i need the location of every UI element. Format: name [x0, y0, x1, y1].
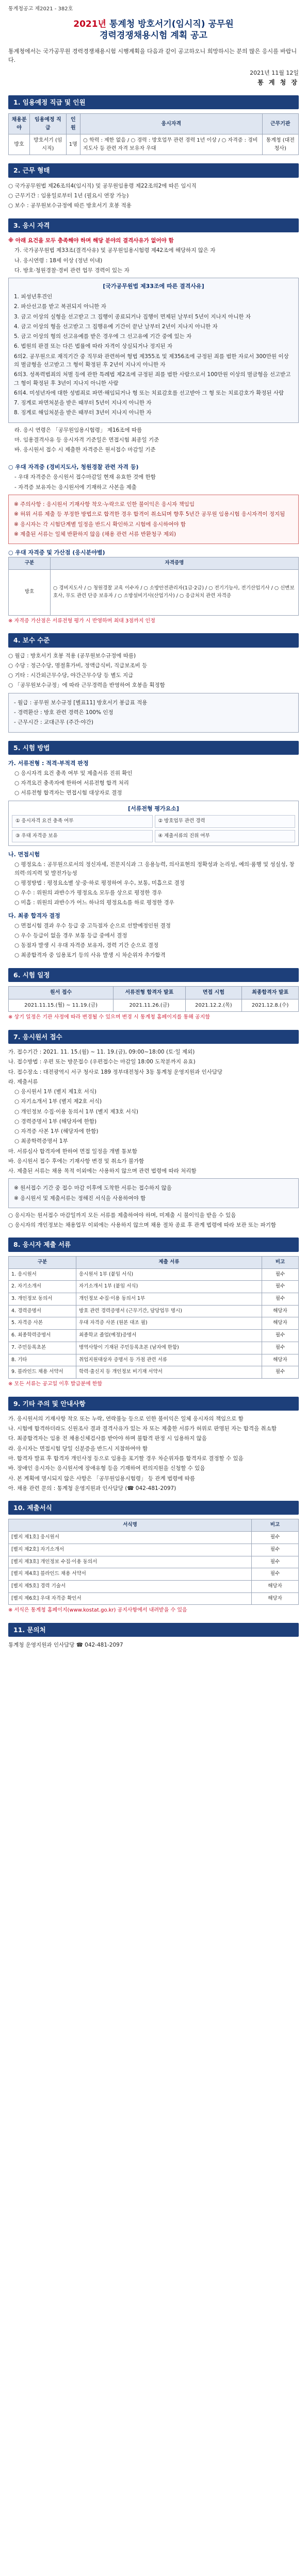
line: 1. 피성년후견인: [14, 294, 53, 300]
cert-table-title: ○ 우대 자격증 및 가산점 (응시분야별): [8, 549, 105, 556]
th: 최종합격자 발표: [242, 987, 299, 999]
line: ※ 주의사항 : 응시원서 기재사항 착오·누락으로 인한 불이익은 응시자 책임임: [14, 501, 195, 507]
section-11-title: 11. 문의처: [8, 1623, 299, 1637]
line: ※ 응시자는 각 시험단계별 일정을 반드시 확인하고 시험에 응시하여야 함: [14, 521, 186, 528]
line: 라. 응시자는 면접시험 당일 신분증을 반드시 지참하여야 함: [8, 1445, 148, 1452]
cell: 2021.12.8.(수): [242, 999, 299, 1012]
line: ○ 보수 : 공무원보수규정에 따른 방호서기 호봉 적용: [8, 202, 132, 209]
recruit-table: [8, 113, 299, 155]
cell: [별지 제2호] 자기소개서: [9, 1544, 252, 1556]
line: 5. 금고 이상의 형의 선고유예를 받은 경우에 그 선고유예 기간 중에 있는 자: [14, 333, 192, 340]
box-title: [국가공무원법 제33조에 따른 결격사유]: [103, 283, 204, 290]
line: 마. 임용결격사유 등 응시자격 기준일은 면접시험 최종일 기준: [14, 436, 159, 443]
th: 구분: [9, 557, 51, 570]
th: 자격증명: [51, 557, 299, 570]
cell: 8. 기타: [9, 1354, 76, 1366]
cell: [별지 제3호] 개인정보 수집·이용 동의서: [9, 1556, 252, 1568]
announce-org: 통 계 청 장: [257, 78, 299, 86]
line: 6의4. 미성년자에 대한 성범죄로 파면·해임되거나 형 또는 치료감호를 선고받아 그 형 또는 치료감호가 확정된 사람: [14, 389, 284, 396]
section-3-title: 3. 응시 자격: [8, 218, 299, 232]
line: 6. 법원의 판결 또는 다른 법률에 따라 자격이 상실되거나 정지된 자: [14, 343, 173, 350]
disqualification-box: [8, 278, 299, 423]
criteria-item: ① 응시자격 요건 충족 여부: [12, 815, 153, 828]
line: ※ 응시원서 및 제출서류는 정해진 서식을 사용하여야 함: [14, 1195, 146, 1201]
line: 2. 파산선고를 받고 복권되지 아니한 자: [14, 303, 106, 310]
th: 제출 서류: [76, 1256, 262, 1268]
line: ○ 수당 : 정근수당, 명절휴가비, 정액급식비, 직급보조비 등: [8, 662, 148, 669]
th: 비고: [252, 1519, 299, 1532]
forms-table: [8, 1519, 299, 1605]
cell: 4. 경력증명서: [9, 1305, 76, 1317]
line: ○ 월급 : 방호서기 호봉 적용 (공무원보수규정에 따름): [8, 652, 136, 659]
criteria-item: ② 방호업무 관련 경력: [155, 815, 296, 828]
line: 다. 방호·청원경찰·경비 관련 업무 경력이 있는 자: [14, 267, 130, 274]
box-title: [서류전형 평가요소]: [128, 805, 179, 812]
intro-text: 통계청에서는 국가공무원 경력경쟁채용시험 시행계획을 다음과 같이 공고하오니 희망하시는 분의 많은 응시를 바랍니다.: [8, 48, 297, 64]
cell: 해당자: [262, 1305, 299, 1317]
section-7-title: 7. 응시원서 접수: [8, 1030, 299, 1044]
title-line1: 통계청 방호서기(임시직) 공무원: [106, 19, 234, 29]
line: ○ 응시원서 1부 (별지 제1호 서식): [14, 1089, 96, 1095]
cell: ○ 학력 : 제한 없음 / ○ 경력 : 방호업무 관련 경력 1년 이상 / ○ 자격증 : 경비지도사 등 관련 자격 보유자 우대: [80, 134, 262, 155]
cell: 필수: [262, 1293, 299, 1306]
cell: 1명: [66, 134, 80, 155]
sub-title: 나. 면접시험: [8, 851, 40, 858]
line: ○ 평정요소 : 공무원으로서의 정신자세, 전문지식과 그 응용능력, 의사표현의 정확성과 논리성, 예의·품행 및 성실성, 창의력·의지력 및 발전가능성: [14, 861, 295, 876]
cell: 필수: [262, 1366, 299, 1379]
sub-title: 가. 서류전형 : 적격·부적격 판정: [8, 759, 89, 767]
announce-date: 2021년 11월 12일: [250, 70, 299, 77]
cert-table: [8, 557, 299, 616]
table-row: [9, 1556, 299, 1568]
cell: 1. 응시원서: [9, 1268, 76, 1281]
cell: ○ 경비지도사 / ○ 청원경찰 교육 이수자 / ○ 소방안전관리자(1급·2급) / ○ 전기기능사, 전기산업기사 / ○ 신변보호사, 무도 관련 단증 보유자 / ○ 소방설비기사(산업기사) / ○ 응급처치 관련 자격증: [51, 569, 299, 615]
th: 응시자격: [80, 114, 262, 134]
line: 가. 접수기간 : 2021. 11. 15.(월) ~ 11. 19.(금), 09:00~18:00 (토·일 제외): [8, 1048, 195, 1055]
cell: 방호: [9, 134, 30, 155]
line: 바. 장애인 응시자는 응시원서에 장애유형 등을 기재하여 편의지원을 신청할 수 있음: [8, 1465, 205, 1472]
table-row: [9, 1330, 299, 1342]
line: - 우대 자격증은 응시원서 접수마감일 현재 유효한 것에 한함: [14, 474, 156, 481]
line: ○ 평정방법 : 평정요소별 상·중·하로 평정하여 우수, 보통, 미흡으로 결정: [14, 879, 185, 886]
line: 다. 접수장소 : 대전광역시 서구 청사로 189 정부대전청사 3동 통계청 운영지원과 인사담당: [8, 1069, 223, 1075]
th: 인원: [66, 114, 80, 134]
line: 라. 제출서류: [8, 1078, 38, 1085]
table-row: [9, 1532, 299, 1544]
cell: 우대 자격증 사본 (원본 대조 필): [76, 1317, 262, 1330]
cell: 병역사항이 기재된 주민등록초본 (남자에 한함): [76, 1342, 262, 1354]
cell: 필수: [262, 1268, 299, 1281]
table-row: [9, 1305, 299, 1317]
cell: [별지 제1호] 응시원서: [9, 1532, 252, 1544]
cell: 필수: [262, 1342, 299, 1354]
line: 라. 응시 연령은 「공무원임용시험령」 제16조에 따름: [14, 427, 142, 433]
cell: 개인정보 수집·이용 동의서 1부: [76, 1293, 262, 1306]
section-8-title: 8. 응시자 제출 서류: [8, 1238, 299, 1251]
line: 마. 서류심사 합격자에 한하여 면접 일정을 개별 통보함: [8, 1148, 137, 1155]
cell: 해당자: [252, 1592, 299, 1605]
pay-box: [8, 693, 299, 733]
cell: 방호 관련 경력증명서 (근무기간, 담당업무 명시): [76, 1305, 262, 1317]
cell: 해당자: [262, 1354, 299, 1366]
table-row: [9, 1281, 299, 1293]
documents-table: [8, 1256, 299, 1379]
table-row: [9, 1317, 299, 1330]
th: 근무기관: [262, 114, 298, 134]
schedule-table: [8, 986, 299, 1012]
line: ○ 국가공무원법 제26조의4(임시직) 및 공무원임용령 제22조의2에 따른 임시직: [8, 182, 197, 189]
line: - 경력환산 : 방호 관련 경력은 100% 인정: [14, 709, 114, 716]
cell: 방호: [9, 569, 51, 615]
forms-note: ※ 서식은 통계청 홈페이지(www.kostat.go.kr) 공지사항에서 내려받을 수 있음: [8, 1607, 187, 1614]
line: 4. 금고 이상의 형을 선고받고 그 집행유예 기간이 끝난 날부터 2년이 지나지 아니한 자: [14, 323, 218, 330]
cell: [별지 제5호] 경력 기술서: [9, 1581, 252, 1593]
line: - 월급 : 공무원 보수규정 [별표11] 방호서기 봉급표 적용: [14, 699, 148, 706]
cell: 응시원서 1부 (붙임 서식): [76, 1268, 262, 1281]
cell: 2021.11.15.(월) ~ 11.19.(금): [9, 999, 114, 1012]
line: ○ 최종학력증명서 1부: [14, 1138, 68, 1145]
line: 3. 금고 이상의 실형을 선고받고 그 집행이 종료되거나 집행이 면제된 날부터 5년이 지나지 아니한 자: [14, 313, 251, 320]
line: ○ 우수 등급이 없을 경우 보통 등급 중에서 결정: [14, 932, 127, 939]
line: ○ 응시자의 개인정보는 채용업무 이외에는 사용하지 않으며 채용 절차 종료 후 관계 법령에 따라 보관 또는 파기함: [8, 1222, 276, 1229]
section-3-lead: ※ 아래 요건을 모두 충족해야 하며 해당 분야의 결격사유가 없어야 함: [8, 238, 174, 244]
section-10-title: 10. 제출서식: [8, 1501, 299, 1515]
cell: 필수: [252, 1532, 299, 1544]
th: 임용예정 직급: [30, 114, 66, 134]
line: ○ 개인정보 수집·이용 동의서 1부 (별지 제3호 서식): [14, 1108, 138, 1115]
caution-box: [8, 495, 299, 544]
cell: 해당자: [262, 1317, 299, 1330]
th: 원서 접수: [9, 987, 114, 999]
line: ※ 허위 서류 제출 등 부정한 방법으로 합격한 경우 합격이 취소되며 향후 5년간 공무원 임용시험 응시자격이 정지됨: [14, 511, 285, 518]
criteria-item: ③ 우대 자격증 보유: [12, 830, 153, 843]
line: ○ 우수 : 위원의 과반수가 평정요소 모두를 상으로 평정한 경우: [14, 890, 163, 896]
table-row: [9, 1366, 299, 1379]
line: ○ 근무기간 : 임용일로부터 1년 (필요시 연장 가능): [8, 193, 129, 199]
section-5-title: 5. 시험 방법: [8, 741, 299, 755]
line: 가. 응시원서의 기재사항 착오 또는 누락, 연락불능 등으로 인한 불이익은 일체 응시자의 책임으로 함: [8, 1415, 244, 1422]
table-row: [9, 569, 299, 615]
line: - 자격증 보유자는 응시원서에 기재하고 사본을 제출: [14, 484, 137, 490]
th: 서식명: [9, 1519, 252, 1532]
section-9-title: 9. 기타 주의 및 안내사항: [8, 1397, 299, 1411]
line: ○ 응시자격 요건 충족 여부 및 제출서류 진위 확인: [14, 770, 133, 776]
cell: 취업지원대상자 증명서 등 가점 관련 서류: [76, 1354, 262, 1366]
line: 바. 응시원서 접수 시 제출한 자격증은 원서접수 마감일 기준: [14, 447, 156, 453]
cell: [별지 제4호] 블라인드 채용 서약서: [9, 1568, 252, 1581]
line: ○ 동점자 발생 시 우대 자격증 보유자, 경력 기간 순으로 결정: [14, 942, 159, 949]
title-line2: 경력경쟁채용시험 계획 공고: [100, 30, 207, 41]
line: ○ 최종합격자 중 임용포기 등의 사유 발생 시 차순위자 추가합격: [14, 952, 166, 959]
cell: 2021.12.2.(목): [185, 999, 242, 1012]
cell: 필수: [262, 1330, 299, 1342]
cell: 필수: [252, 1544, 299, 1556]
sub-title: 다. 최종 합격자 결정: [8, 912, 60, 919]
preferred-cert-title: ○ 우대 자격증 (경비지도사, 청원경찰 관련 자격 등): [8, 464, 139, 471]
cell: 해당자: [252, 1581, 299, 1593]
contact-text: 통계청 운영지원과 인사담당 ☎ 042-481-2097: [8, 1642, 123, 1649]
line: - 근무시간 : 교대근무 (주간·야간): [14, 719, 93, 726]
line: ○ 경력증명서 1부 (해당자에 한함): [14, 1118, 97, 1125]
line: 나. 접수방법 : 우편 또는 방문접수 (우편접수는 마감일 18:00 도착분까지 유효): [8, 1059, 196, 1065]
cell: 최종학교 졸업(예정)증명서: [76, 1330, 262, 1342]
line: ※ 제출된 서류는 일체 반환하지 않음 (채용 관련 서류 반환청구 제외): [14, 531, 176, 537]
section-6-title: 6. 시험 일정: [8, 968, 299, 982]
doc-title: [8, 19, 299, 42]
table-row: [9, 1581, 299, 1593]
line: 마. 합격자 발표 후 합격자 개인사정 등으로 임용을 포기할 경우 차순위자를 합격자로 결정할 수 있음: [8, 1455, 244, 1462]
th: 채용분야: [9, 114, 30, 134]
cell: 방호서기 (임시직): [30, 134, 66, 155]
line: 7. 징계로 파면처분을 받은 때부터 5년이 지나지 아니한 자: [14, 400, 152, 406]
line: ○ 자격증 사본 1부 (해당자에 한함): [14, 1128, 99, 1135]
line: ○ 자격요건 충족자에 한하여 서류전형 합격 처리: [14, 780, 129, 787]
line: 사. 본 계획에 명시되지 않은 사항은 「공무원임용시험령」 등 관계 법령에 따름: [8, 1475, 196, 1482]
cell: 7. 주민등록초본: [9, 1342, 76, 1354]
cell: 필수: [252, 1556, 299, 1568]
table-row: [9, 1592, 299, 1605]
cell: 통계청 (대전청사): [262, 134, 298, 155]
line: ○ 서류전형 합격자는 면접시험 대상자로 결정: [14, 790, 122, 796]
line: 다. 최종합격자는 임용 전 채용신체검사를 받아야 하며 불합격 판정 시 임용하지 않음: [8, 1435, 207, 1442]
line: 8. 징계로 해임처분을 받은 때부터 3년이 지나지 아니한 자: [14, 410, 152, 416]
cell: 필수: [262, 1281, 299, 1293]
table-row: [9, 1354, 299, 1366]
title-year: 2021년: [73, 19, 106, 29]
doc-number-line: [8, 5, 299, 13]
line: 나. 응시연령 : 18세 이상 (정년 이내): [14, 257, 103, 264]
section-2-title: 2. 근무 형태: [8, 163, 299, 177]
th: 서류전형 합격자 발표: [114, 987, 185, 999]
th: 구분: [9, 1256, 76, 1268]
section-4-title: 4. 보수 수준: [8, 633, 299, 647]
receipt-box: [8, 1178, 299, 1208]
table-row: [9, 134, 299, 155]
line: ※ 원서접수 기간 중 접수 마감 이후에 도착한 서류는 접수하지 않음: [14, 1185, 172, 1192]
cell: 3. 개인정보 동의서: [9, 1293, 76, 1306]
cell: [별지 제6호] 우대 자격증 확인서: [9, 1592, 252, 1605]
line: 바. 응시원서 접수 후에는 기재사항 변경 및 취소가 불가함: [8, 1158, 144, 1164]
line: 6의2. 공무원으로 재직기간 중 직무와 관련하여 형법 제355조 및 제356조에 규정된 죄를 범한 자로서 300만원 이상의 벌금형을 선고받고 그 형이 확정된 후 2년이 지나지 아니한 자: [14, 353, 289, 368]
section-2-body: [8, 182, 299, 210]
th: 비고: [262, 1256, 299, 1268]
table-row: [9, 999, 299, 1012]
table-row: [9, 1544, 299, 1556]
schedule-note: ※ 상기 일정은 기관 사정에 따라 변경될 수 있으며 변경 시 통계청 홈페이지를 통해 공지함: [8, 1014, 210, 1021]
section-1-title: 1. 임용예정 직급 및 인원: [8, 95, 299, 109]
cell: 학력·출신지 등 개인정보 비기재 서약서: [76, 1366, 262, 1379]
doc-review-frame: [8, 801, 299, 846]
table-row: [9, 1568, 299, 1581]
line: 가. 국가공무원법 제33조(결격사유) 및 공무원임용시험령 제42조에 해당하지 않은 자: [14, 247, 216, 254]
cell: 자기소개서 1부 (붙임 서식): [76, 1281, 262, 1293]
table-row: [9, 1342, 299, 1354]
cell: 6. 최종학력증명서: [9, 1330, 76, 1342]
doc-number: 통계청공고 제2021 - 382호: [8, 6, 73, 12]
th: 면접 시험: [185, 987, 242, 999]
line: 사. 제출된 서류는 채용 목적 이외에는 사용하지 않으며 관련 법령에 따라 처리함: [8, 1168, 197, 1175]
line: ○ 미흡 : 위원의 과반수가 어느 하나의 평정요소를 하로 평정한 경우: [14, 900, 174, 906]
documents-note: ※ 모든 서류는 공고일 이후 발급분에 한함: [8, 1381, 103, 1387]
cell: 2. 자기소개서: [9, 1281, 76, 1293]
cell: 5. 자격증 사본: [9, 1317, 76, 1330]
line: 나. 시험에 합격하더라도 신원조사 결과 결격사유가 있는 자 또는 제출한 서류가 허위로 판명된 자는 합격을 취소함: [8, 1426, 277, 1432]
cell: 필수: [252, 1568, 299, 1581]
cell: 2021.11.26.(금): [114, 999, 185, 1012]
table-row: [9, 1268, 299, 1281]
table-row: [9, 1293, 299, 1306]
cell: 9. 블라인드 채용 서약서: [9, 1366, 76, 1379]
line: ○ 자기소개서 1부 (별지 제2호 서식): [14, 1098, 102, 1105]
cert-note: ※ 자격증 가산점은 서류전형 평가 시 반영하며 최대 3점까지 인정: [8, 618, 155, 624]
line: 6의3. 성폭력범죄의 처벌 등에 관한 특례법 제2조에 규정된 죄를 범한 사람으로서 100만원 이상의 벌금형을 선고받고 그 형이 확정된 후 3년이 지나지 아니한 사람: [14, 371, 291, 386]
line: ○ 면접시험 결과 우수 등급 중 고득점자 순으로 선발예정인원 결정: [14, 922, 171, 929]
line: 아. 채용 관련 문의 : 통계청 운영지원과 인사담당 (☎ 042-481-2097): [8, 1485, 176, 1492]
line: ○ 「공무원보수규정」에 따라 근무경력을 반영하여 호봉을 획정함: [8, 682, 165, 689]
line: ○ 기타 : 시간외근무수당, 야간근무수당 등 별도 지급: [8, 672, 134, 679]
criteria-item: ④ 제출서류의 진위 여부: [155, 830, 296, 843]
line: ○ 응시자는 원서접수 마감일까지 모든 서류를 제출하여야 하며, 미제출 시 불이익을 받을 수 있음: [8, 1212, 236, 1218]
